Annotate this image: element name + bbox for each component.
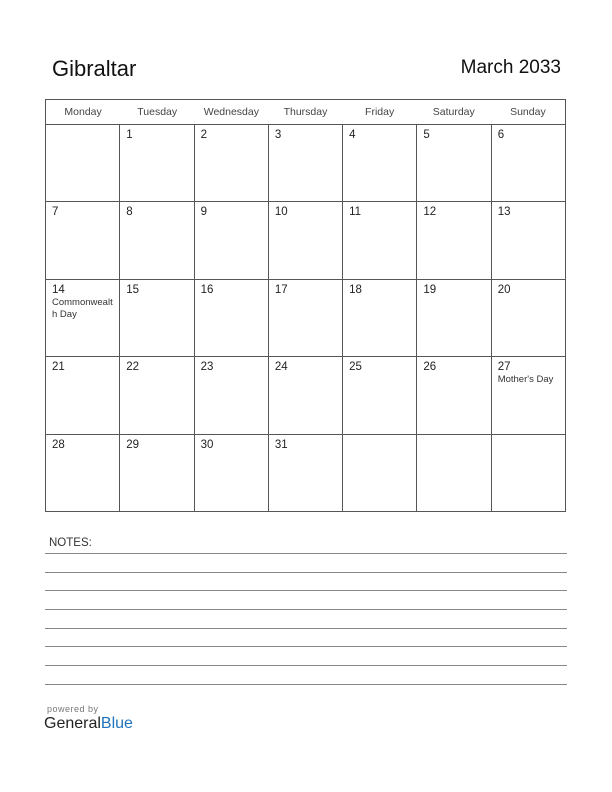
brand-general: General	[44, 715, 101, 732]
calendar-day-cell	[269, 280, 343, 356]
calendar-day-cell	[269, 202, 343, 278]
calendar-day-cell	[417, 357, 491, 433]
calendar-day-cell	[46, 280, 120, 356]
notes-line	[45, 609, 567, 610]
day-number: 10	[274, 206, 288, 219]
day-number: 24	[274, 361, 288, 374]
calendar-day-cell	[195, 357, 269, 433]
day-number: 6	[497, 129, 505, 141]
calendar-day-cell	[269, 357, 343, 433]
day-number: 1	[126, 129, 133, 141]
day-number: 27	[497, 361, 511, 374]
notes-line	[45, 572, 567, 573]
day-number: 5	[423, 129, 430, 141]
calendar-day-cell	[195, 202, 269, 278]
day-number: 16	[200, 283, 214, 296]
calendar-week-row	[46, 280, 565, 357]
generalblue-logo	[44, 704, 133, 733]
calendar-day-cell	[492, 202, 565, 278]
calendar-day-cell	[195, 435, 269, 512]
calendar-day-cell	[417, 125, 491, 201]
calendar-day-cell	[343, 357, 417, 433]
weekday-header: Wednesday	[203, 106, 259, 118]
calendar-day-cell	[46, 202, 120, 278]
day-number: 3	[274, 129, 282, 141]
calendar-week-row	[46, 202, 565, 279]
calendar-country-title: Gibraltar	[52, 56, 137, 81]
weekday-header: Saturday	[432, 106, 475, 118]
day-number: 18	[349, 283, 362, 296]
weekday-header: Tuesday	[137, 106, 178, 118]
powered-by-text: powered by	[47, 704, 99, 714]
calendar-day-cell	[120, 357, 194, 433]
day-number: 17	[274, 283, 288, 296]
day-number: 21	[52, 361, 65, 374]
calendar-day-cell	[46, 125, 120, 201]
weekday-header: Thursday	[283, 106, 328, 118]
day-number: 11	[349, 206, 362, 219]
day-number: 31	[274, 438, 288, 451]
holiday-label: Commonwealth Day	[52, 296, 113, 320]
weekday-header-row	[46, 100, 565, 125]
calendar-day-cell	[343, 435, 417, 512]
calendar-week-row	[46, 357, 565, 434]
calendar-day-cell	[492, 435, 565, 512]
notes-line	[45, 628, 567, 629]
calendar-day-cell	[120, 125, 194, 201]
day-number: 12	[423, 206, 437, 219]
day-number: 9	[200, 206, 207, 219]
notes-label: NOTES:	[49, 537, 92, 549]
day-number: 29	[126, 438, 140, 451]
day-number: 15	[126, 283, 140, 296]
weekday-header: Friday	[365, 106, 395, 118]
calendar-day-cell	[492, 125, 565, 201]
day-number: 8	[126, 206, 133, 219]
calendar-month-year: March 2033	[460, 57, 561, 78]
calendar-day-cell	[269, 125, 343, 201]
brand-blue: Blue	[100, 715, 133, 732]
notes-line	[45, 665, 567, 666]
calendar-day-cell	[120, 202, 194, 278]
day-number: 2	[200, 129, 207, 141]
calendar-day-cell	[120, 280, 194, 356]
calendar-day-cell	[46, 435, 120, 512]
day-number: 22	[126, 361, 140, 374]
day-number: 28	[52, 438, 65, 451]
calendar-day-cell	[417, 202, 491, 278]
calendar-day-cell	[343, 202, 417, 278]
calendar-day-cell	[120, 435, 194, 512]
day-number: 26	[423, 361, 437, 374]
calendar-day-cell	[195, 125, 269, 201]
calendar-day-cell	[492, 280, 565, 356]
holiday-label: Mother's Day	[497, 374, 554, 386]
weekday-header: Sunday	[510, 106, 546, 118]
notes-line	[45, 646, 567, 647]
calendar-day-cell	[343, 125, 417, 201]
calendar-day-cell	[46, 357, 120, 433]
calendar-day-cell	[269, 435, 343, 512]
calendar-day-cell	[417, 280, 491, 356]
day-number: 7	[52, 206, 59, 219]
calendar-day-cell	[195, 280, 269, 356]
day-number: 4	[349, 129, 356, 141]
day-number: 25	[349, 361, 362, 374]
calendar-day-cell	[417, 435, 491, 512]
day-number: 20	[497, 283, 511, 296]
calendar-week-row	[46, 435, 565, 512]
calendar-day-cell	[343, 280, 417, 356]
weekday-header: Monday	[64, 106, 102, 118]
notes-line	[45, 553, 567, 554]
day-number: 14	[52, 283, 65, 296]
day-number: 30	[200, 438, 214, 451]
calendar-grid	[45, 99, 566, 512]
notes-line	[45, 684, 567, 685]
day-number: 23	[200, 361, 214, 374]
notes-line	[45, 590, 567, 591]
calendar-week-row	[46, 125, 565, 202]
day-number: 13	[497, 206, 511, 219]
calendar-day-cell	[492, 357, 565, 433]
day-number: 19	[423, 283, 437, 296]
brand-name	[44, 715, 133, 733]
